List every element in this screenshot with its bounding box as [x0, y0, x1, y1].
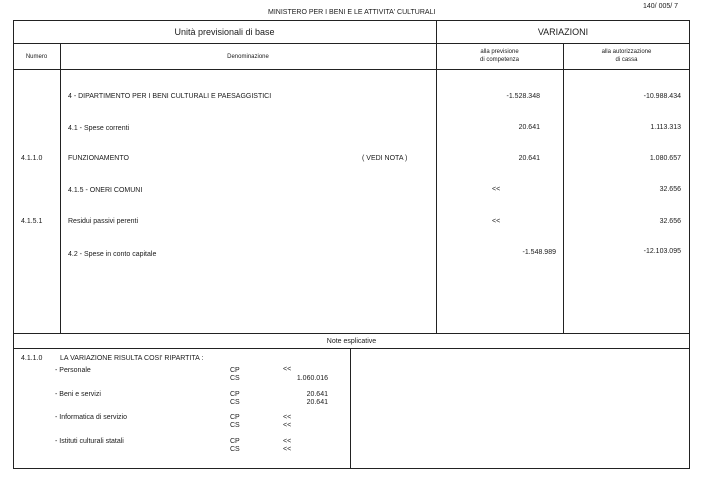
row-competenza: -1.548.989 [522, 249, 556, 256]
note-item-label: - Istituti culturali statali [55, 438, 124, 445]
variazioni-title: VARIAZIONI [537, 27, 589, 37]
col-denominazione: Denominazione [227, 54, 269, 60]
row-numero: 4.1.5.1 [21, 218, 43, 225]
note-code: 4.1.1.0 [21, 355, 43, 362]
col-numero: Numero [25, 54, 48, 60]
row-cassa: -12.103.095 [643, 248, 681, 255]
note-cp-label: CP [230, 367, 240, 374]
main-table-frame [13, 20, 690, 469]
note-cs-value: 20.641 [306, 399, 328, 406]
note-cs-label: CS [230, 399, 240, 406]
notes-title-rule [13, 348, 690, 349]
note-cp-value: 20.641 [306, 391, 328, 398]
row-competenza: -1.528.348 [506, 93, 540, 100]
row-nota: ( VEDI NOTA ) [362, 155, 408, 162]
row-denominazione: 4.1.5 - ONERI COMUNI [68, 187, 143, 194]
row-cassa: 32.656 [659, 218, 681, 225]
note-cp-value: << [283, 414, 292, 421]
note-item-label: - Informatica di servizio [55, 414, 127, 421]
note-heading: LA VARIAZIONE RISULTA COSI' RIPARTITA : [60, 355, 204, 362]
note-cp-value: << [283, 366, 292, 373]
note-cs-label: CS [230, 375, 240, 382]
notes-split-rule [350, 348, 351, 469]
row-cassa: 1.113.313 [650, 124, 681, 131]
note-cp-label: CP [230, 391, 240, 398]
row-cassa: 32.656 [659, 186, 681, 193]
note-cs-value: << [283, 422, 292, 429]
page-code: 140/ 005/ 7 [643, 3, 679, 10]
variazioni-column-rule [436, 20, 437, 333]
col-cassa-line2: di cassa [615, 57, 638, 63]
note-cs-value: << [283, 446, 292, 453]
col-competenza-line1: alla previsione [480, 49, 519, 55]
row-denominazione: Residui passivi perenti [68, 218, 139, 225]
column-header-divider [13, 69, 690, 70]
col-competenza-line2: di competenza [479, 57, 520, 63]
note-item-label: - Beni e servizi [55, 391, 101, 398]
row-competenza: 20.641 [518, 155, 540, 162]
row-denominazione: 4 - DIPARTIMENTO PER I BENI CULTURALI E PAESAGGISTICI [68, 93, 272, 100]
row-competenza: 20.641 [518, 124, 540, 131]
header-divider [13, 43, 690, 44]
note-item-label: - Personale [55, 367, 91, 374]
notes-title: Note esplicative [326, 338, 377, 345]
note-cs-label: CS [230, 446, 240, 453]
note-cs-value: 1.060.016 [296, 375, 328, 382]
notes-top-rule [13, 333, 690, 334]
row-cassa: 1.080.657 [649, 155, 681, 162]
numero-column-rule [60, 43, 61, 333]
note-cs-label: CS [230, 422, 240, 429]
cassa-column-rule [563, 43, 564, 333]
note-cp-value: << [283, 438, 292, 445]
row-numero: 4.1.1.0 [21, 155, 43, 162]
unita-title: Unità previsionali di base [174, 27, 275, 37]
row-denominazione: 4.1 - Spese correnti [68, 125, 130, 132]
row-denominazione: FUNZIONAMENTO [68, 155, 129, 162]
row-denominazione: 4.2 - Spese in conto capitale [68, 251, 157, 258]
row-cassa: -10.988.434 [643, 93, 681, 100]
note-cp-label: CP [230, 414, 240, 421]
ministry-title: MINISTERO PER I BENI E LE ATTIVITA' CULTURALI [268, 9, 436, 16]
row-competenza: << [492, 186, 501, 193]
row-competenza: << [492, 218, 501, 225]
note-cp-label: CP [230, 438, 240, 445]
col-cassa-line1: alla autorizzazione [601, 49, 652, 55]
